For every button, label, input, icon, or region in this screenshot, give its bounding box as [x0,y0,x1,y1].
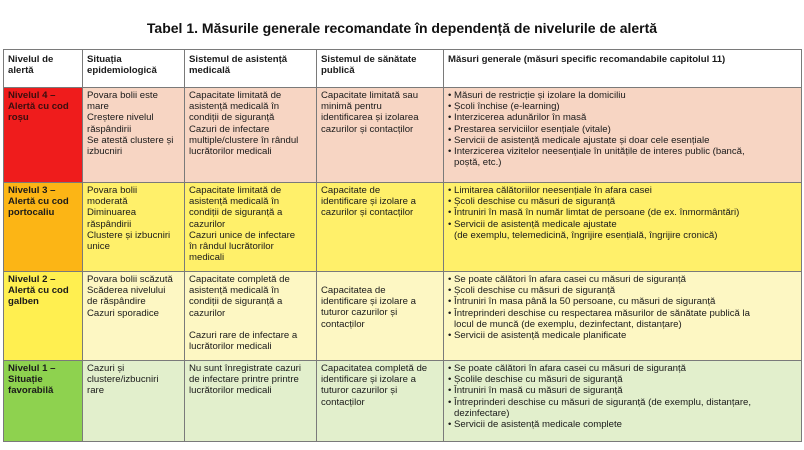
cell-line: portocaliu [8,207,55,219]
cell-line: asistență medicală în [189,196,280,208]
measure-continuation: (de exemplu, telemedicină, îngrijire esențială, îngrijire cronică) [454,229,718,241]
cell-line: asistență medicală în [189,285,280,297]
header-situation: Situația epidemiologică [83,50,185,88]
cell-line: tuturor cazurilor și [321,307,398,319]
cell-line: cazurilor și contacților [321,123,414,135]
cell-line: Cazuri sporadice [87,307,159,319]
cell-line: condiții de siguranță a [189,296,283,308]
alert-levels-table [3,49,802,442]
cell-line: în rândul lucrătorilor [189,241,274,253]
measure-bullet-item: • Întruniri în masa până la 50 persoane, cu măsuri de siguranță [448,296,797,307]
public-health-cell [317,88,444,183]
measure-bullet-item: • Prestarea serviciilor esențiale (vitale) [448,124,797,135]
measure-bullet-item: • Servicii de asistență medicale planificate [448,330,797,341]
measure-bullet-item: • Limitarea călătoriilor neesențiale în afara casei [448,185,797,196]
measure-bullet-item: • Școli deschise cu măsuri de siguranță [448,196,797,207]
cell-line: răspândirii [87,123,132,135]
cell-line: contacților [321,396,365,408]
cell-line: Diminuarea [87,207,137,219]
cell-line: identificare și izolare a [321,196,416,208]
cell-line: Nivelul 3 – [8,185,56,196]
medical-system-cell [185,88,317,183]
level-cell [4,183,83,272]
header-medical-system: Sistemul de asistență medicală [185,50,317,88]
cell-line: Cazuri unice de infectare [189,229,296,241]
table-body [4,88,802,442]
situation-cell [83,183,185,272]
measure-bullet-item: • Școli închise (e-learning) [448,101,797,112]
cell-line: Alertă cu cod [8,196,69,208]
cell-line: Capacitatea completă de [321,363,428,374]
cell-line: asistență medicală în [189,101,280,113]
cell-line: clustere/izbucniri [87,374,159,386]
level-cell [4,361,83,442]
cell-line: Nivelul 2 – [8,274,56,285]
header-public-health: Sistemul de sănătate publică [317,50,444,88]
table-row [4,183,802,272]
measure-bullet-item: • Interzicerea vizitelor neesențiale în unitățile de interes public (bancă, [448,146,797,157]
cell-line: rare [87,385,105,397]
cell-line: Nu sunt înregistrate cazuri [189,363,301,374]
cell-line: Povara bolii scăzută [87,274,173,285]
level-cell [4,88,83,183]
cell-line: Cazuri de infectare [189,123,270,135]
cell-line: condiții de siguranță [189,112,275,124]
measure-bullet-item: • Întreprinderi deschise cu măsuri de siguranță (de exemplu, distanțare, [448,397,797,408]
measure-bullet-item: • Interzicerea adunărilor în masă [448,112,797,123]
measures-cell [444,272,802,361]
cell-line: tuturor cazurilor și [321,385,398,397]
cell-line: roșu [8,112,29,124]
situation-cell [83,88,185,183]
cell-line: Alertă cu cod [8,101,69,113]
measure-continuation: dezinfectare) [454,407,510,419]
measure-bullet-item: • Servicii de asistență medicale ajustate [448,219,797,230]
measure-bullet-item: • Măsuri de restricție și izolare la domiciliu [448,90,797,101]
cell-line: Se atestă clustere și [87,134,174,146]
cell-line: cazurilor [189,307,226,319]
cell-line: minimă pentru [321,101,382,113]
public-health-cell [317,183,444,272]
cell-line: Scăderea nivelului [87,285,166,297]
cell-line [189,319,312,330]
cell-line: lucrătorilor medicali [189,341,272,353]
cell-line: identificare și izolare a [321,374,416,386]
table-row [4,88,802,183]
public-health-cell [317,272,444,361]
table-row [4,272,802,361]
cell-line: Nivelul 4 – [8,90,56,101]
measure-bullet-item: • Se poate călători în afara casei cu măsuri de siguranță [448,274,797,285]
cell-line: identificare și izolare a [321,296,416,308]
table-header-row [4,50,802,88]
cell-line: Capacitate limitată de [189,185,282,196]
cell-line: lucrătorilor medicali [189,385,272,397]
cell-line: Situație [8,374,43,386]
measure-bullet-item: • Școli deschise cu măsuri de siguranță [448,285,797,296]
measure-bullet-item: • Servicii de asistență medicale complete [448,419,797,430]
cell-line [321,274,439,285]
measure-bullet-item: • Servicii de asistență medicale ajustate și doar cele esențiale [448,135,797,146]
table-row [4,361,802,442]
table-caption: Tabel 1. Măsurile generale recomandate în dependență de nivelurile de alertă [146,20,658,36]
cell-line: condiții de siguranță a [189,207,283,219]
cell-line: Creștere nivelul [87,112,154,124]
cell-line: lucrătorilor medicali [189,146,272,158]
measure-bullet-item: • Se poate călători în afara casei cu măsuri de siguranță [448,363,797,374]
cell-line: cazurilor și contacților [321,207,414,219]
cell-line: galben [8,296,39,308]
cell-line: răspândirii [87,218,132,230]
cell-line: unice [87,241,110,253]
cell-line: Cazuri rare de infectare a [189,329,298,341]
cell-line: Clustere și izbucniri [87,229,171,241]
medical-system-cell [185,272,317,361]
situation-cell [83,272,185,361]
cell-line: Capacitatea de [321,285,386,296]
measure-bullet-item: • Școlile deschise cu măsuri de siguranță [448,374,797,385]
cell-line: Capacitate limitată sau [321,90,419,101]
measure-continuation: poștă, etc.) [454,157,502,169]
measures-cell [444,88,802,183]
header-level: Nivelul de alertă [4,50,83,88]
cell-line: Capacitate de [321,185,381,196]
cell-line: Capacitate limitată de [189,90,282,101]
level-cell [4,272,83,361]
medical-system-cell [185,361,317,442]
measure-bullet-item: • Întruniri în masă în număr limtat de persoane (de ex. înmormântări) [448,207,797,218]
cell-line: de infectare printre printre [189,374,299,386]
measure-bullet-item: • Întruniri în masă cu măsuri de siguranță [448,385,797,396]
measures-cell [444,183,802,272]
cell-line: cazurilor [189,218,226,230]
measures-cell [444,361,802,442]
cell-line: medicali [189,252,225,264]
cell-line: Povara bolii este [87,90,158,101]
cell-line: de răspândire [87,296,146,308]
cell-line: izbucniri [87,146,123,158]
measure-continuation: locul de muncă (de exemplu, dezinfectant, distanțare) [454,318,682,330]
situation-cell [83,361,185,442]
medical-system-cell [185,183,317,272]
cell-line: Alertă cu cod [8,285,69,297]
measure-bullet-item: • Întreprinderi deschise cu respectarea măsurilor de sănătate publică la [448,308,797,319]
cell-line: Nivelul 1 – [8,363,56,374]
cell-line: moderată [87,196,128,208]
cell-line: favorabilă [8,385,54,397]
cell-line: identificarea și izolarea [321,112,419,124]
cell-line: Cazuri și [87,363,125,374]
cell-line: mare [87,101,109,113]
cell-line: multiple/clustere în rândul [189,134,299,146]
cell-line: Capacitate completă de [189,274,290,285]
public-health-cell [317,361,444,442]
cell-line: Povara bolii [87,185,138,196]
header-general-measures: Măsuri generale (măsuri specific recomandabile capitolul 11) [444,50,802,88]
cell-line: contacților [321,318,365,330]
